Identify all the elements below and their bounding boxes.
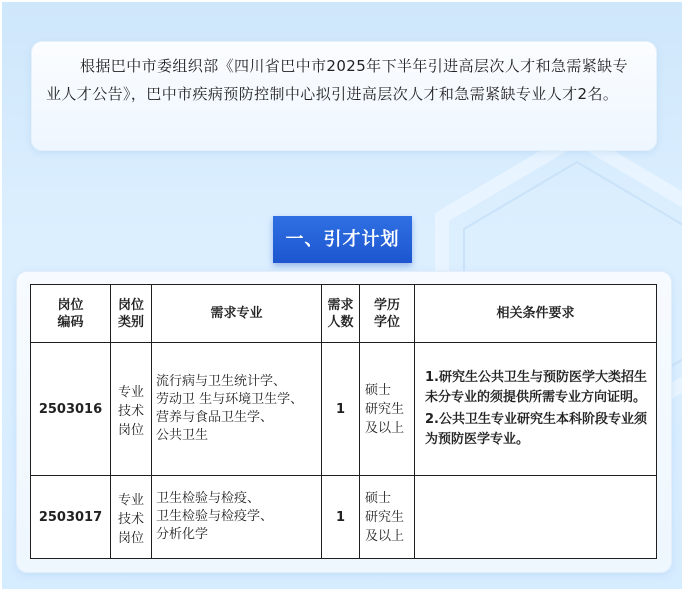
table-card (17, 272, 671, 572)
header-required-count: 需求 人数 (322, 285, 360, 343)
table-header-row (31, 285, 657, 343)
required-majors: 卫生检验与检疫、 卫生检验与检疫学、 分析化学 (152, 476, 322, 559)
position-code: 2503016 (31, 343, 111, 476)
section-title: 一、引才计划 (273, 216, 412, 263)
header-position-category: 岗位 类别 (111, 285, 152, 343)
condition-item: 1.研究生公共卫生与预防医学大类招生未分专业的须提供所需专业方向证明。 (425, 370, 647, 405)
table-row (31, 343, 657, 476)
header-education-degree: 学历 学位 (360, 285, 415, 343)
intro-paragraph: 根据巴中市委组织部《四川省巴中市2025年下半年引进高层次人才和急需紧缺专业人才公告》，巴中市疾病预防控制中心拟引进高层次人才和急需紧缺专业人才2名。 (32, 42, 656, 150)
position-category: 专业 技术 岗位 (111, 476, 152, 559)
position-code: 2503017 (31, 476, 111, 559)
conditions (415, 343, 657, 476)
table-row (31, 476, 657, 559)
header-required-major: 需求专业 (152, 285, 322, 343)
required-majors: 流行病与卫生统计学、 劳动卫 生与环境卫生学、 营养与食品卫生学、 公共卫生 (152, 343, 322, 476)
education-degree: 硕士 研究生 及以上 (360, 476, 415, 559)
required-count: 1 (322, 343, 360, 476)
conditions (415, 476, 657, 559)
header-conditions: 相关条件要求 (415, 285, 657, 343)
header-position-code: 岗位 编码 (31, 285, 111, 343)
required-count: 1 (322, 476, 360, 559)
education-degree: 硕士 研究生 及以上 (360, 343, 415, 476)
condition-item: 2.公共卫生专业研究生本科阶段专业须为预防医学专业。 (425, 412, 647, 447)
recruitment-plan-table (30, 284, 657, 559)
position-category: 专业 技术 岗位 (111, 343, 152, 476)
